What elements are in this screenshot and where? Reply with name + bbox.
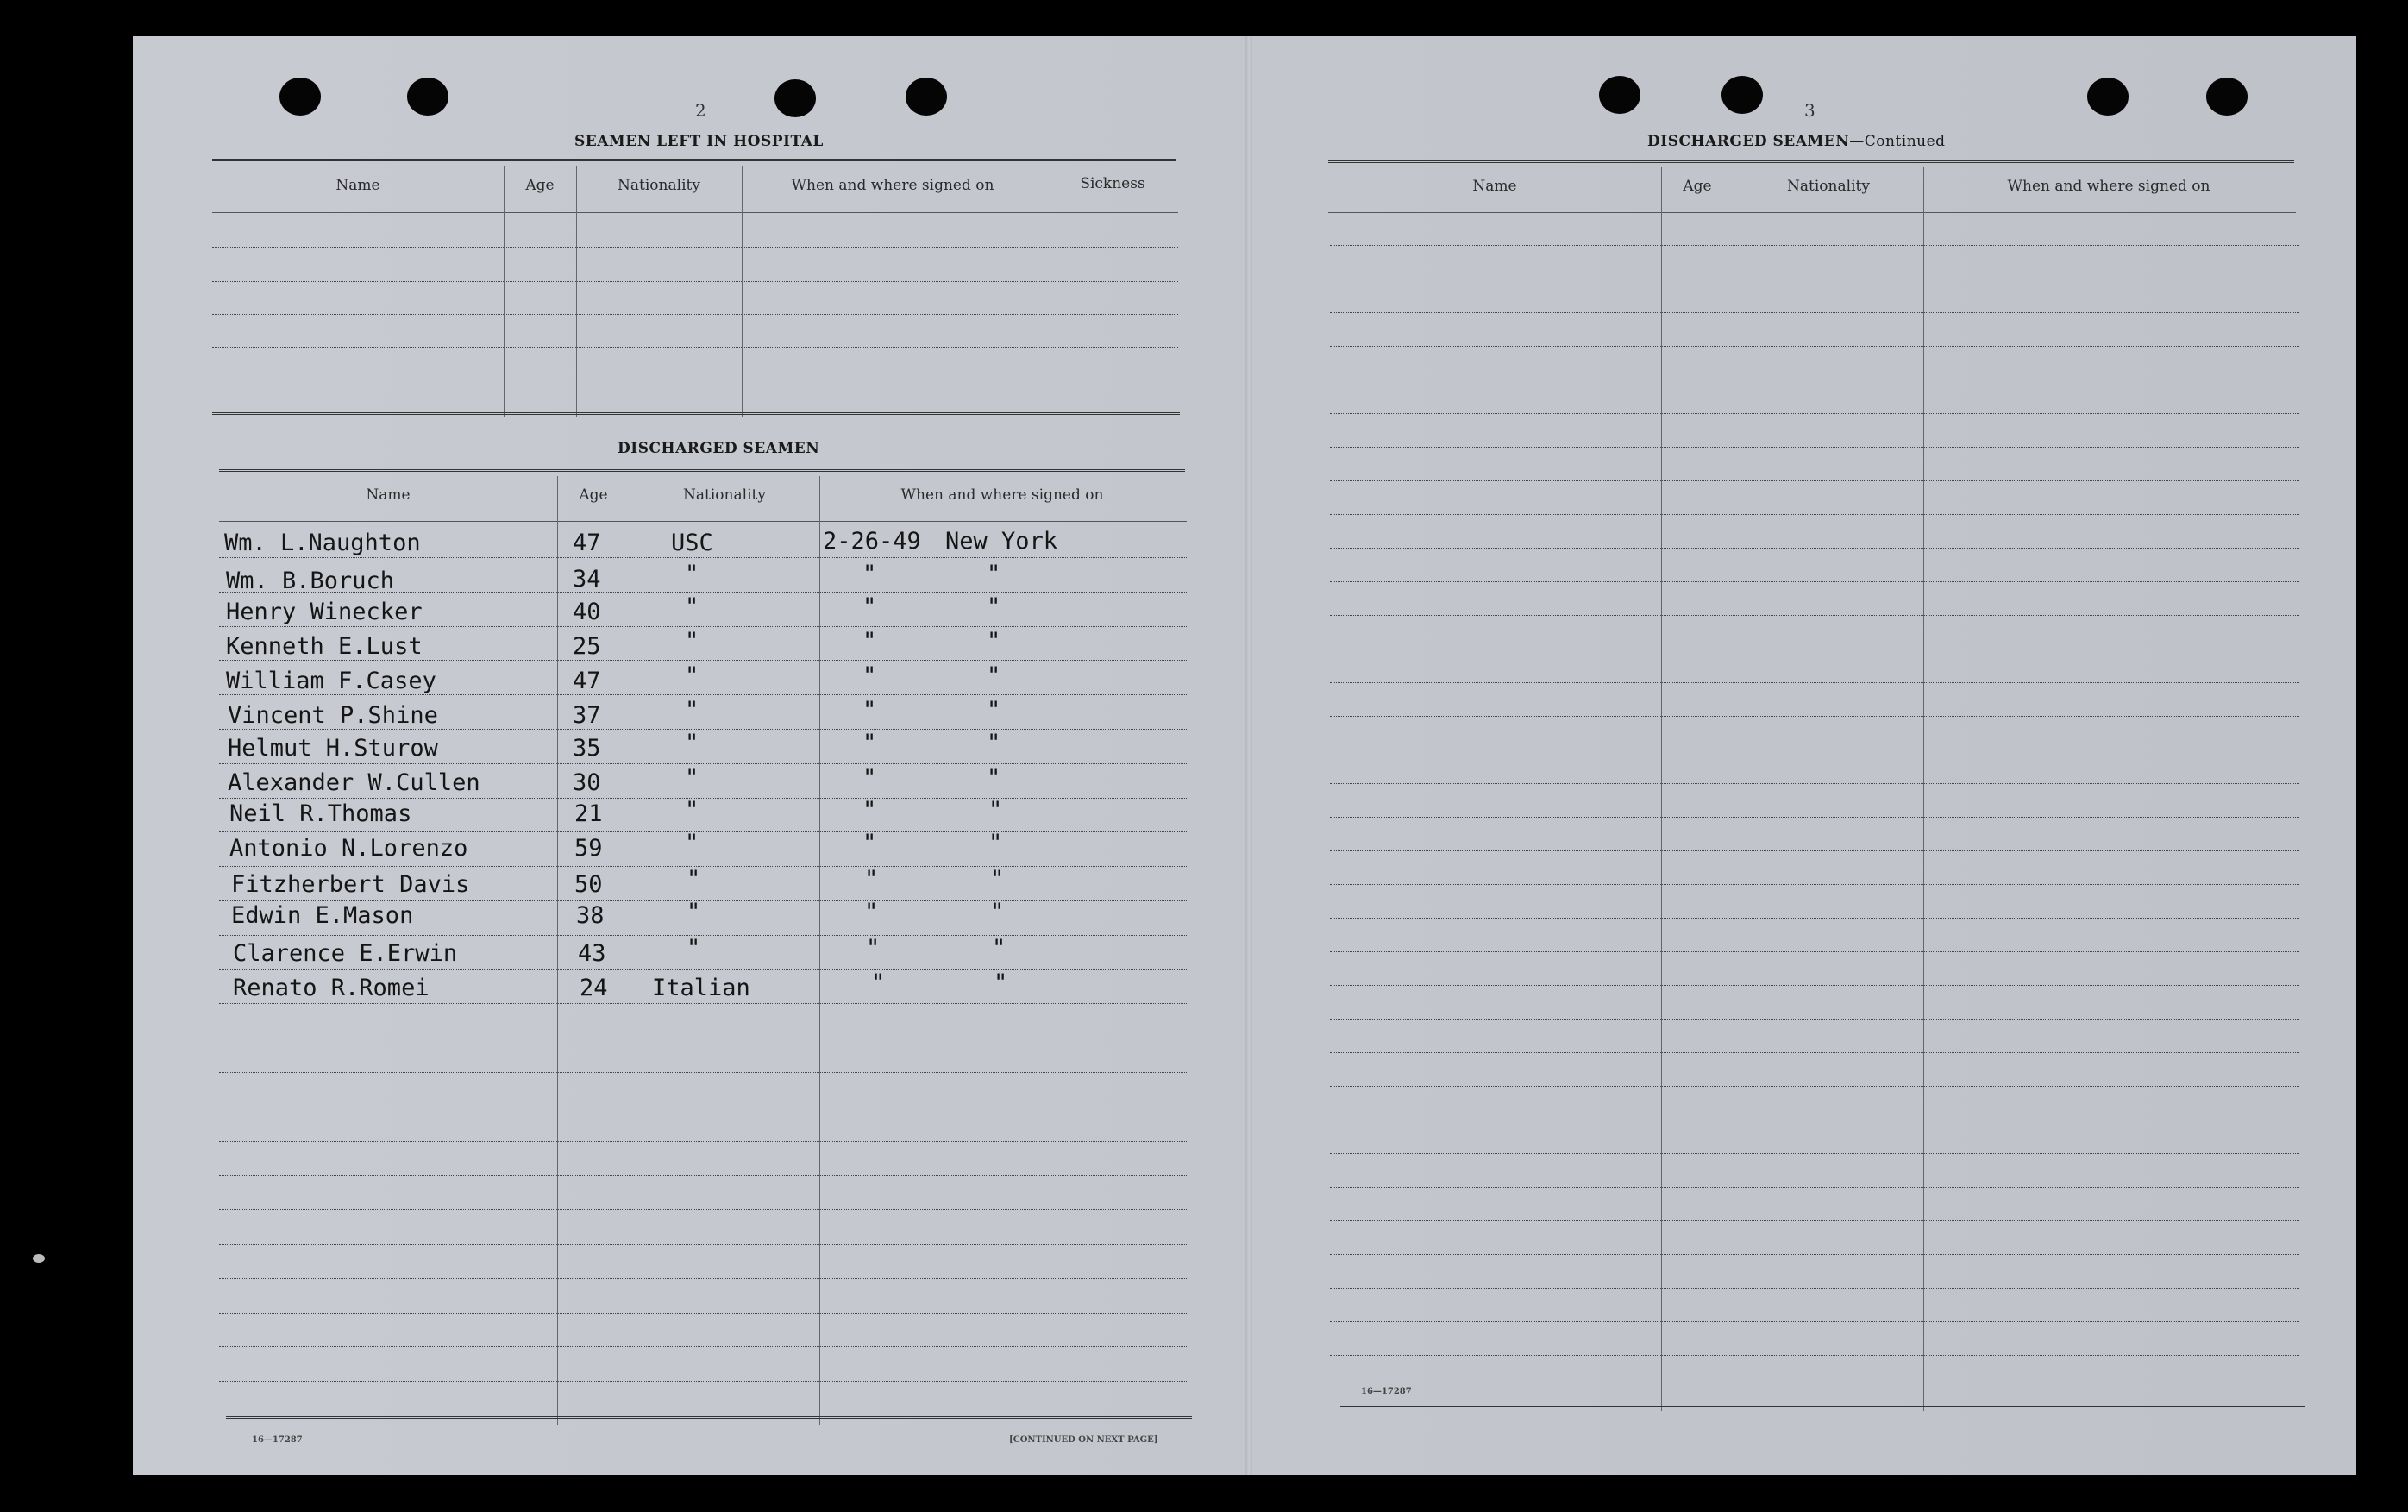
ruled-line (1330, 480, 2299, 481)
ruled-line (219, 798, 1188, 799)
ruled-line (219, 1072, 1188, 1073)
ruled-line (219, 763, 1188, 764)
punch-hole (1721, 76, 1763, 114)
seaman-nationality: USC (671, 530, 713, 556)
ruled-line (1330, 1052, 2299, 1053)
ruled-line (219, 626, 1188, 627)
form-number: 16—17287 (1361, 1387, 1412, 1396)
seaman-name: Wm. L.Naughton (224, 530, 421, 556)
ruled-line (1330, 783, 2299, 784)
ruled-line (1330, 1187, 2299, 1188)
seaman-nationality: " (685, 628, 699, 655)
signed-on-date: " (862, 662, 877, 689)
signed-on-date: " (862, 830, 877, 856)
signed-on-place: " (990, 866, 1005, 893)
signed-on-date: 2-26-49 (823, 528, 921, 555)
ruled-line (212, 247, 1178, 248)
seaman-nationality: " (685, 593, 699, 620)
ruled-line (212, 281, 1178, 282)
seaman-age: 35 (573, 735, 601, 762)
seaman-age: 21 (574, 800, 603, 827)
ruled-line (1330, 1288, 2299, 1289)
ruled-line (219, 1244, 1188, 1245)
signed-on-place: " (988, 830, 1003, 856)
signed-on-date: " (862, 593, 877, 620)
seaman-name: Fitzherbert Davis (231, 871, 470, 898)
seaman-nationality: " (685, 830, 699, 856)
seaman-age: 34 (573, 566, 601, 593)
column-header: Name (335, 177, 380, 194)
ruled-line (219, 1141, 1188, 1142)
column-header: Nationality (683, 486, 766, 504)
column-header: When and where signed on (900, 486, 1104, 504)
signed-on-place: " (987, 764, 1001, 791)
header-divider (219, 521, 1187, 522)
signed-on-place: " (992, 935, 1006, 962)
seaman-age: 38 (576, 902, 605, 929)
seaman-nationality: " (685, 561, 699, 587)
ruled-line (1330, 716, 2299, 717)
ruled-line (1330, 884, 2299, 885)
ruled-line (1330, 548, 2299, 549)
seaman-nationality: " (685, 730, 699, 756)
signed-on-place: " (987, 561, 1001, 587)
seaman-name: Edwin E.Mason (231, 902, 414, 929)
punch-hole (279, 78, 321, 116)
signed-on-date: " (862, 628, 877, 655)
title-suffix: —Continued (1849, 133, 1946, 150)
ruled-line (1330, 615, 2299, 616)
seaman-nationality: " (687, 935, 701, 962)
signed-on-date: " (862, 561, 877, 587)
seaman-name: Henry Winecker (226, 599, 423, 625)
ruled-line (212, 347, 1178, 348)
seaman-name: Wm. B.Boruch (226, 568, 395, 594)
ruled-line (1330, 413, 2299, 414)
signed-on-place: " (994, 969, 1008, 996)
column-header: Age (1683, 178, 1712, 195)
table-rule (1340, 1406, 2305, 1408)
ruled-line (1330, 985, 2299, 986)
ruled-line (219, 969, 1188, 970)
signed-on-date: " (862, 697, 877, 724)
continued-note: [CONTINUED ON NEXT PAGE] (1009, 1435, 1158, 1445)
ruled-line (1330, 1019, 2299, 1020)
seaman-name: Helmut H.Sturow (228, 735, 438, 762)
ruled-line (1330, 1086, 2299, 1087)
seaman-age: 30 (573, 769, 601, 796)
seaman-name: Kenneth E.Lust (226, 633, 423, 660)
column-header: Name (1472, 178, 1517, 195)
ruled-line (1330, 1254, 2299, 1255)
ruled-line (219, 729, 1188, 730)
signed-on-place: " (987, 593, 1001, 620)
ruled-line (219, 1278, 1188, 1279)
table-rule (212, 159, 1176, 161)
seaman-nationality: " (685, 797, 699, 824)
page-number: 2 (695, 100, 706, 121)
ruled-line (1330, 346, 2299, 347)
signed-on-date: " (871, 969, 886, 996)
column-header: Nationality (618, 177, 700, 194)
signed-on-date: " (862, 730, 877, 756)
column-divider (819, 476, 820, 1425)
seaman-age: 47 (573, 530, 601, 556)
column-header: When and where signed on (2007, 178, 2210, 195)
ruled-line (1330, 1153, 2299, 1154)
seaman-age: 37 (573, 702, 601, 729)
signed-on-place: " (987, 628, 1001, 655)
ruled-line (1330, 514, 2299, 515)
header-divider (212, 212, 1178, 213)
ruled-line (219, 935, 1188, 936)
signed-on-date: " (864, 866, 879, 893)
signed-on-place: New York (945, 528, 1058, 555)
table-rule (212, 412, 1180, 415)
signed-on-date: " (862, 797, 877, 824)
ruled-line (219, 1346, 1188, 1347)
signed-on-date: " (864, 899, 879, 925)
ruled-line (1330, 850, 2299, 851)
ruled-line (219, 1003, 1188, 1004)
column-divider (1661, 167, 1662, 1411)
ruled-line (219, 694, 1188, 695)
seaman-name: Alexander W.Cullen (228, 769, 480, 796)
discharged-section-title: DISCHARGED SEAMEN (618, 440, 820, 457)
punch-hole (1599, 76, 1640, 114)
title-main: DISCHARGED SEAMEN (1647, 133, 1850, 150)
ruled-line (1330, 1355, 2299, 1356)
table-rule (1328, 160, 2294, 163)
seaman-nationality: " (685, 697, 699, 724)
seaman-name: Clarence E.Erwin (233, 940, 458, 967)
seaman-name: Neil R.Thomas (229, 800, 412, 827)
column-header: Nationality (1787, 178, 1870, 195)
signed-on-date: " (862, 764, 877, 791)
hospital-section-title: SEAMEN LEFT IN HOSPITAL (574, 133, 824, 150)
column-header: Sickness (1080, 175, 1145, 192)
seaman-age: 25 (573, 633, 601, 660)
signed-on-place: " (990, 899, 1005, 925)
seaman-age: 43 (578, 940, 606, 967)
punch-hole (2087, 78, 2129, 116)
discharged-continued-title (1647, 133, 1946, 150)
signed-on-place: " (987, 662, 1001, 689)
seaman-nationality: Italian (652, 975, 750, 1001)
seaman-nationality: " (685, 764, 699, 791)
seaman-name: Vincent P.Shine (228, 702, 438, 729)
punch-hole (774, 79, 816, 117)
ruled-line (219, 831, 1188, 832)
column-header: When and where signed on (791, 177, 994, 194)
ruled-line (219, 866, 1188, 867)
ruled-line (219, 557, 1188, 558)
page-number: 3 (1804, 100, 1815, 121)
ruled-line (1330, 918, 2299, 919)
signed-on-place: " (987, 697, 1001, 724)
ruled-line (1330, 312, 2299, 313)
seaman-age: 40 (573, 599, 601, 625)
ruled-line (1330, 1321, 2299, 1322)
ruled-line (219, 900, 1188, 901)
page-fold (1245, 36, 1252, 1475)
ruled-line (1330, 682, 2299, 683)
seaman-age: 47 (573, 668, 601, 694)
signed-on-place: " (987, 730, 1001, 756)
seaman-nationality: " (687, 899, 701, 925)
column-header: Name (366, 486, 411, 504)
ruled-line (219, 660, 1188, 661)
ruled-line (212, 314, 1178, 315)
punch-hole (407, 78, 448, 116)
punch-hole (2206, 78, 2248, 116)
ruled-line (1330, 817, 2299, 818)
seaman-age: 24 (580, 975, 608, 1001)
ruled-line (219, 1381, 1188, 1382)
table-rule (226, 1416, 1192, 1419)
form-number: 16—17287 (252, 1435, 303, 1445)
column-header: Age (579, 486, 608, 504)
column-divider (1923, 167, 1924, 1411)
ruled-line (1330, 951, 2299, 952)
ruled-line (1330, 447, 2299, 448)
seaman-nationality: " (687, 866, 701, 893)
column-divider (557, 476, 558, 1425)
dust-speck (33, 1254, 45, 1263)
ruled-line (1330, 581, 2299, 582)
seaman-age: 59 (574, 835, 603, 862)
punch-hole (906, 78, 947, 116)
scanned-document (133, 36, 2356, 1475)
ruled-line (219, 1209, 1188, 1210)
table-rule (219, 469, 1185, 472)
ruled-line (1330, 1220, 2299, 1221)
ruled-line (219, 1175, 1188, 1176)
signed-on-place: " (988, 797, 1003, 824)
signed-on-date: " (866, 935, 881, 962)
ruled-line (219, 1313, 1188, 1314)
seaman-name: Renato R.Romei (233, 975, 430, 1001)
seaman-name: William F.Casey (226, 668, 436, 694)
ruled-line (1330, 245, 2299, 246)
column-header: Age (525, 177, 555, 194)
seaman-name: Antonio N.Lorenzo (229, 835, 468, 862)
seaman-nationality: " (685, 662, 699, 689)
seaman-age: 50 (574, 871, 603, 898)
header-divider (1328, 212, 2296, 213)
